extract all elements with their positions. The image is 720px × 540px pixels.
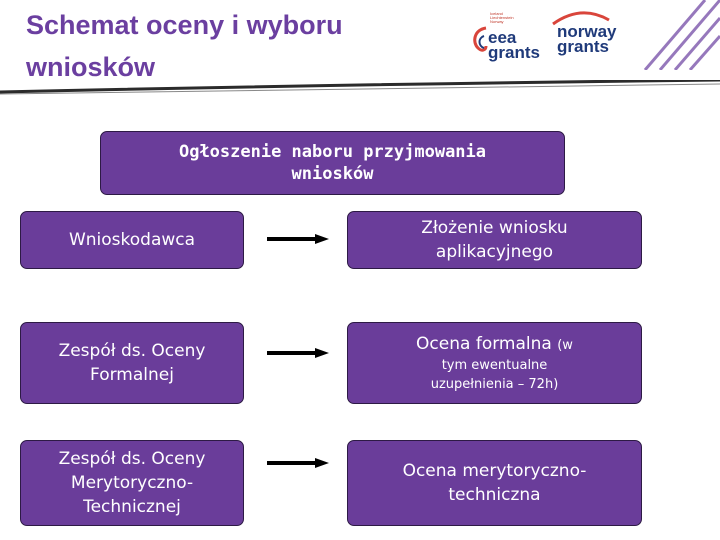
formal-evaluation-note-1: tym ewentualne xyxy=(441,358,548,373)
eea-grants-word: grants xyxy=(488,43,540,62)
announcement-box xyxy=(100,131,565,195)
formal-evaluation-box xyxy=(347,322,642,404)
technical-team-line-3: Technicznej xyxy=(83,497,181,517)
norway-word: norway xyxy=(557,22,617,41)
application-submission-box xyxy=(347,211,642,269)
eea-small-text: Iceland Liechtenstein Norway xyxy=(490,11,514,24)
technical-team-box xyxy=(20,440,244,526)
formal-evaluation-title-row xyxy=(416,332,573,356)
corner-decoration xyxy=(640,0,720,70)
formal-team-line-2: Formalnej xyxy=(90,365,174,385)
title-line-1: Schemat oceny i wyboru xyxy=(26,10,343,40)
arrow-row-3 xyxy=(267,456,329,470)
formal-evaluation-title: Ocena formalna xyxy=(416,334,552,354)
submission-line-2: aplikacyjnego xyxy=(435,242,554,262)
applicant-box xyxy=(20,211,244,269)
technical-evaluation-line-1: Ocena merytoryczno- xyxy=(402,461,587,481)
arrow-row-2 xyxy=(267,346,329,360)
norway-grants-word: grants xyxy=(557,37,609,56)
eea-word: eea xyxy=(488,28,517,47)
eea-swirl-icon xyxy=(470,24,490,60)
submission-line-1: Złożenie wniosku xyxy=(421,218,568,238)
formal-team-box xyxy=(20,322,244,404)
technical-team-line-1: Zespół ds. Oceny xyxy=(58,449,206,469)
technical-evaluation-line-2: techniczna xyxy=(448,485,541,505)
title-underline-swoosh xyxy=(0,80,720,120)
technical-team-line-2: Merytoryczno- xyxy=(70,473,194,493)
formal-evaluation-note-2: uzupełnienia – 72h) xyxy=(430,377,559,392)
arrow-row-1 xyxy=(267,232,329,246)
formal-team-line-1: Zespół ds. Oceny xyxy=(58,341,206,361)
applicant-label: Wnioskodawca xyxy=(68,230,196,250)
announcement-line-1: Ogłoszenie naboru przyjmowania xyxy=(178,142,487,162)
announcement-line-2: wniosków xyxy=(291,164,374,184)
formal-evaluation-suffix: (w xyxy=(557,338,573,353)
technical-evaluation-box xyxy=(347,440,642,526)
title-line-2: wniosków xyxy=(26,52,156,82)
page-title xyxy=(26,4,343,88)
